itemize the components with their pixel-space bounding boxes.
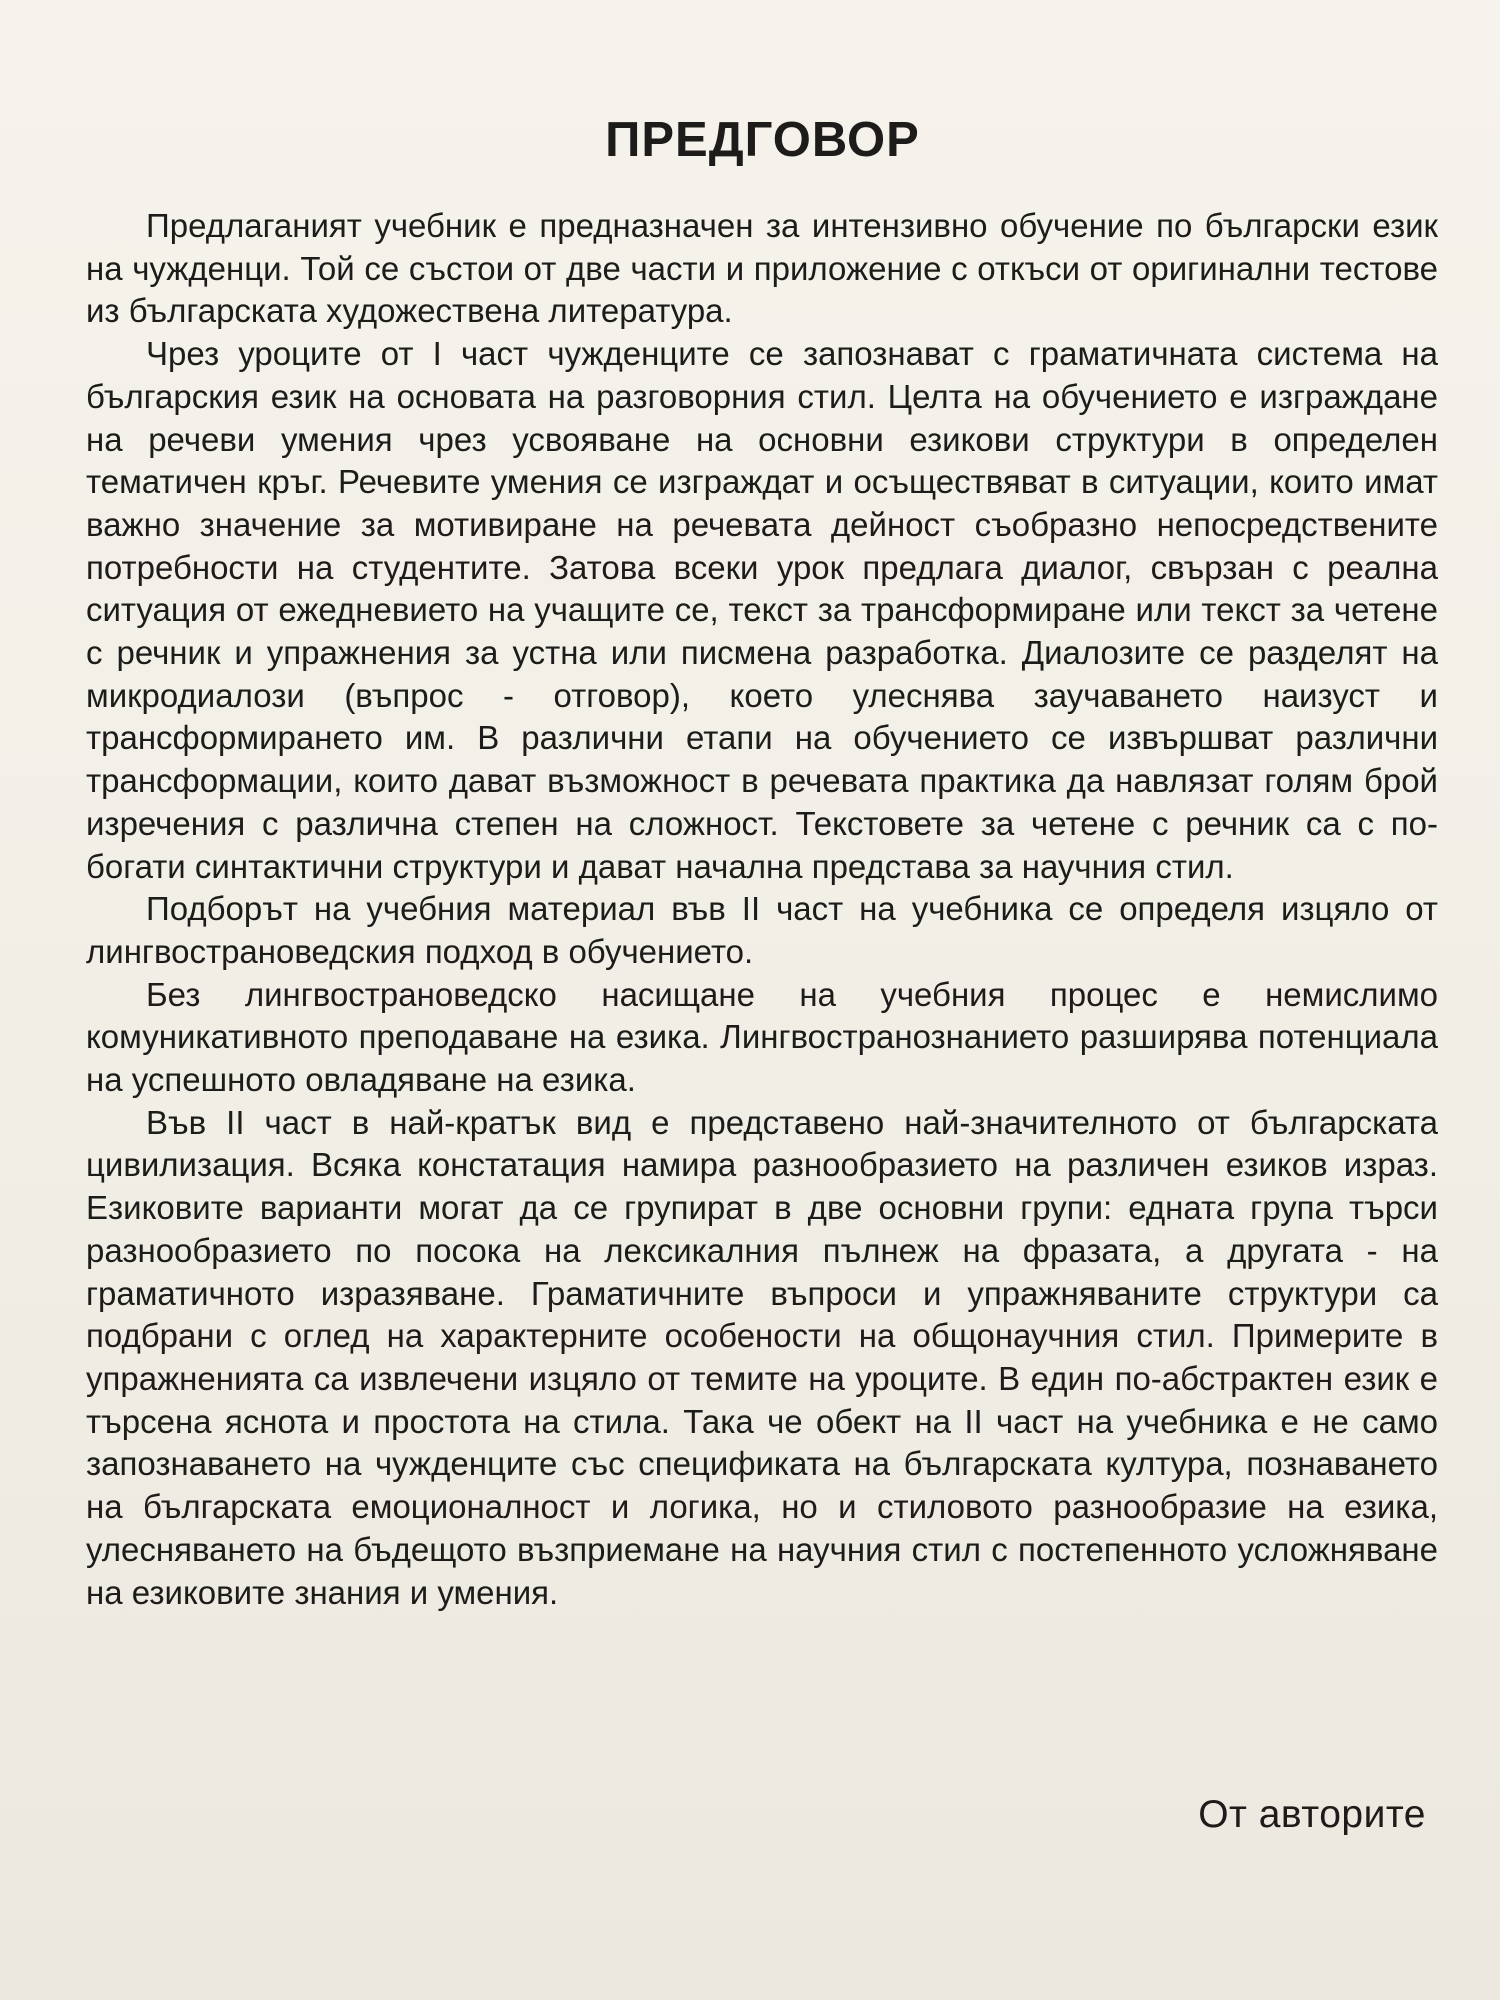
paragraph-4: Без лингвострановедско насищане на учебния процес е немислимо комуникативното преподаване на езика. Лингвостранознанието разширява потенциала на успешното овладяване на езика. [86,975,1438,1099]
signature: От авторите [1198,1793,1426,1836]
page-title: ПРЕДГОВОР [605,113,920,167]
paragraph-3: Подборът на учебния материал във II част на учебника се определя изцяло от лингвострановедския подход в обучението. [86,890,1438,970]
paragraph-1: Предлаганият учебник е предназначен за интензивно обучение по български език на чужденци. Той се състои от две части и приложение с откъси от оригинални тестове из българската художествена литература. [86,207,1438,330]
paragraph-5: Във II част в най-кратък вид е представено най-значителното от българската цивилизация. Всяка констатация намира разнообразието на различен езиков израз. Езиковите варианти могат да се групират в две основни групи: едната група търси разнообразието по посока на лексикалния пълнеж на фразата, а другата - на граматичното изразяване. Граматичните въпроси и упражняваните структури са подбрани с оглед на характерните особености на общонаучния стил. Примерите в упражненията са извлечени изцяло от темите на уроците. В един по-абстрактен език е търсена яснота и простота на стила. Така че обект на II част на учебника е не само запознаването на чужденците със спецификата на българската култура, познаването на българската емоционалност и логика, но и стиловото разнообразие на езика, улесняването на бъдещото възприемане на научния стил с постепенното усложняване на езиковите знания и умения. [86,1103,1438,1611]
paragraph-2: Чрез уроците от I част чужденците се запознават с граматичната система на българския език на основата на разговорния стил. Целта на обучението е изграждане на речеви умения чрез усвояване на основни езикови структури в определен тематичен кръг. Речевите умения се изграждат и осъществяват в ситуации, които имат важно значение за мотивиране на речевата дейност съобразно непосредствените потребности на студентите. Затова всеки урок предлага диалог, свързан с реална ситуация от ежедневието на учащите се, текст за трансформиране или текст за четене с речник и упражнения за устна или писмена разработка. Диалозите се разделят на микродиалози (въпрос - отговор), което улеснява заучаването наизуст и трансформирането им. В различни етапи на обучението се извършват различни трансформации, които дават възможност в речевата практика да навлязат голям брой изречения с различна степен на сложност. Текстовете за четене с речник са с по-богати синтактични структури и дават начална представа за научния стил. [86,335,1438,885]
preface-body [86,205,1438,1614]
